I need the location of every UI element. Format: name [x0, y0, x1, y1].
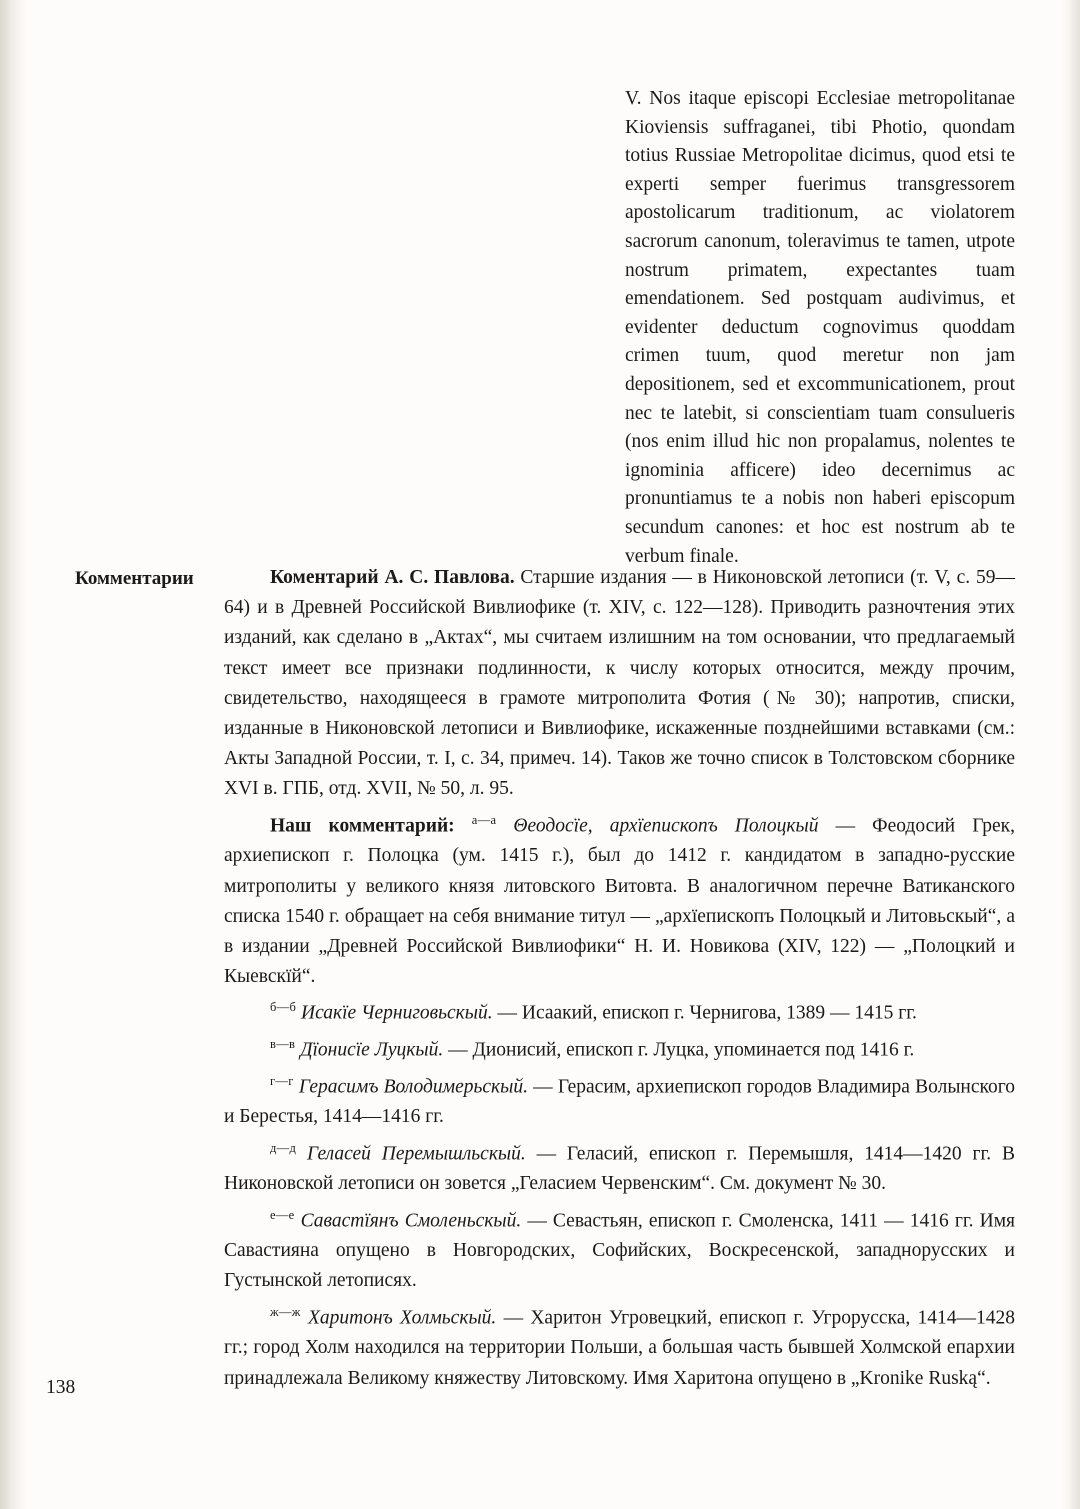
note-g-lemma: Герасимъ Володимерьскый.	[298, 1076, 528, 1098]
note-b-lemma: Исакїе Черниговьскый.	[301, 1002, 493, 1024]
note-d-text: — Геласий, епископ г. Перемышля, 1414—1420 гг. В Никоновской летописи он зовется „Геласием Червенским“. См. документ № 30.	[224, 1143, 1016, 1195]
note-marker-a: а—а	[471, 812, 497, 827]
note-marker-zh: ж—ж	[270, 1304, 301, 1319]
note-e-lemma: Савастїянъ Смоленьскый.	[300, 1210, 522, 1232]
commentary-body	[224, 563, 1015, 1394]
note-marker-v: в—в	[270, 1037, 296, 1052]
paragraph-note-a	[224, 805, 1015, 993]
note-zh-lemma: Харитонъ Холмьскый.	[307, 1307, 497, 1329]
note-marker-d: д—д	[270, 1140, 297, 1155]
note-a-lemma: Θеодосїе, архїепископъ Полоцкый	[513, 815, 819, 837]
page-number: 138	[46, 1377, 76, 1398]
note-marker-b: б—б	[270, 1000, 297, 1015]
our-commentary-heading: Наш комментарий:	[270, 815, 455, 837]
note-v-text: — Дионисий, епископ г. Луцка, упоминается под 1416 г.	[443, 1039, 915, 1061]
paragraph-note-g	[224, 1066, 1015, 1133]
paragraph-note-e	[224, 1200, 1015, 1297]
pavlov-heading: Коментарий А. С. Павлова.	[270, 567, 515, 588]
latin-text-block: V. Nos itaque episcopi Ecclesiae metropolitanae Kioviensis suffraganei, tibi Photio, quondam totius Russiae Metropolitae dicimus, quod etsi te experti semper fuerimus transgressorem apostolicarum traditionum, ac violatorem sacrorum canonum, toleravimus te tamen, utpote nostrum primatem, expectantes tuam emendationem. Sed postquam audivimus, et evidenter deductum cognovimus quoddam crimen tuum, quod meretur non jam depositionem, sed et excommunicationem, prout nec te latebit, si conscientiam tuam consulueris (nos enim illud hic non propalamus, nolentes te ignominia afficere) ideo decernimus ac pronuntiamus te a nobis non haberi episcopum secundum canones: et hoc est nostrum ab te verbum finale.	[625, 88, 1015, 567]
note-v-lemma: Дїонисїе Луцкый.	[300, 1039, 444, 1061]
margin-heading-commentary: Комментарии	[75, 568, 194, 589]
note-marker-g: г—г	[270, 1073, 294, 1088]
note-e-text: — Севастьян, епископ г. Смоленска, 1411 — 1416 гг. Имя Савастияна опущено в Новгородских, Софийских, Воскресенской, западнорусских и Густынской летописях.	[224, 1210, 1016, 1292]
paragraph-note-v	[224, 1029, 1015, 1066]
note-d-lemma: Геласей Перемышльскый.	[306, 1143, 526, 1165]
note-a-text: — Феодосий Грек, архиепископ г. Полоцка (ум. 1415 г.), был до 1412 г. кандидатом в западно-русские митрополиты у великого князя литовского Витовта. В аналогичном перечне Ватиканского списка 1540 г. обращает на себя внимание титул — „архїепископъ Полоцкый и Литовьскый“, а в издании „Древней Российской Вивлиофики“ Н. И. Новикова (XIV, 122) — „Полоцкий и Кыевскїй“.	[224, 815, 1016, 988]
note-b-text: — Исаакий, епископ г. Чернигова, 1389 — 1415 гг.	[492, 1002, 917, 1024]
paragraph-note-zh	[224, 1297, 1015, 1394]
note-zh-text: — Харитон Угровецкий, епископ г. Угрорусска, 1414—1428 гг.; город Холм находился на территории Польши, а большая часть бывшей Холмской епархии принадлежала Великому княжеству Литовскому. Имя Харитона опущено в „Kronike Ruską“.	[224, 1307, 1016, 1389]
pavlov-text: Старшие издания — в Никоновской летописи (т. V, с. 59—64) и в Древней Российской Вивлиофике (т. XIV, с. 122—128). Приводить разночтения этих изданий, как сделано в „Актах“, мы считаем излишним на том основании, что предлагаемый текст имеет все признаки подлинности, к числу которых относится, между прочим, свидетельство, находящееся в грамоте митрополита Фотия (№ 30); напротив, списки, изданные в Никоновской летописи и Вивлиофике, искаженные позднейшими вставками (см.: Акты Западной России, т. I, с. 34, примеч. 14). Таков же точно список в Толстовском сборнике XVI в. ГПБ, отд. XVII, № 50, л. 95.	[224, 567, 1015, 800]
paragraph-pavlov	[224, 563, 1015, 805]
note-g-text: — Герасим, архиепископ городов Владимира Волынского и Берестья, 1414—1416 гг.	[224, 1076, 1016, 1128]
paragraph-note-d	[224, 1133, 1015, 1200]
paragraph-note-b	[224, 992, 1015, 1029]
note-marker-e: е—е	[270, 1207, 295, 1222]
